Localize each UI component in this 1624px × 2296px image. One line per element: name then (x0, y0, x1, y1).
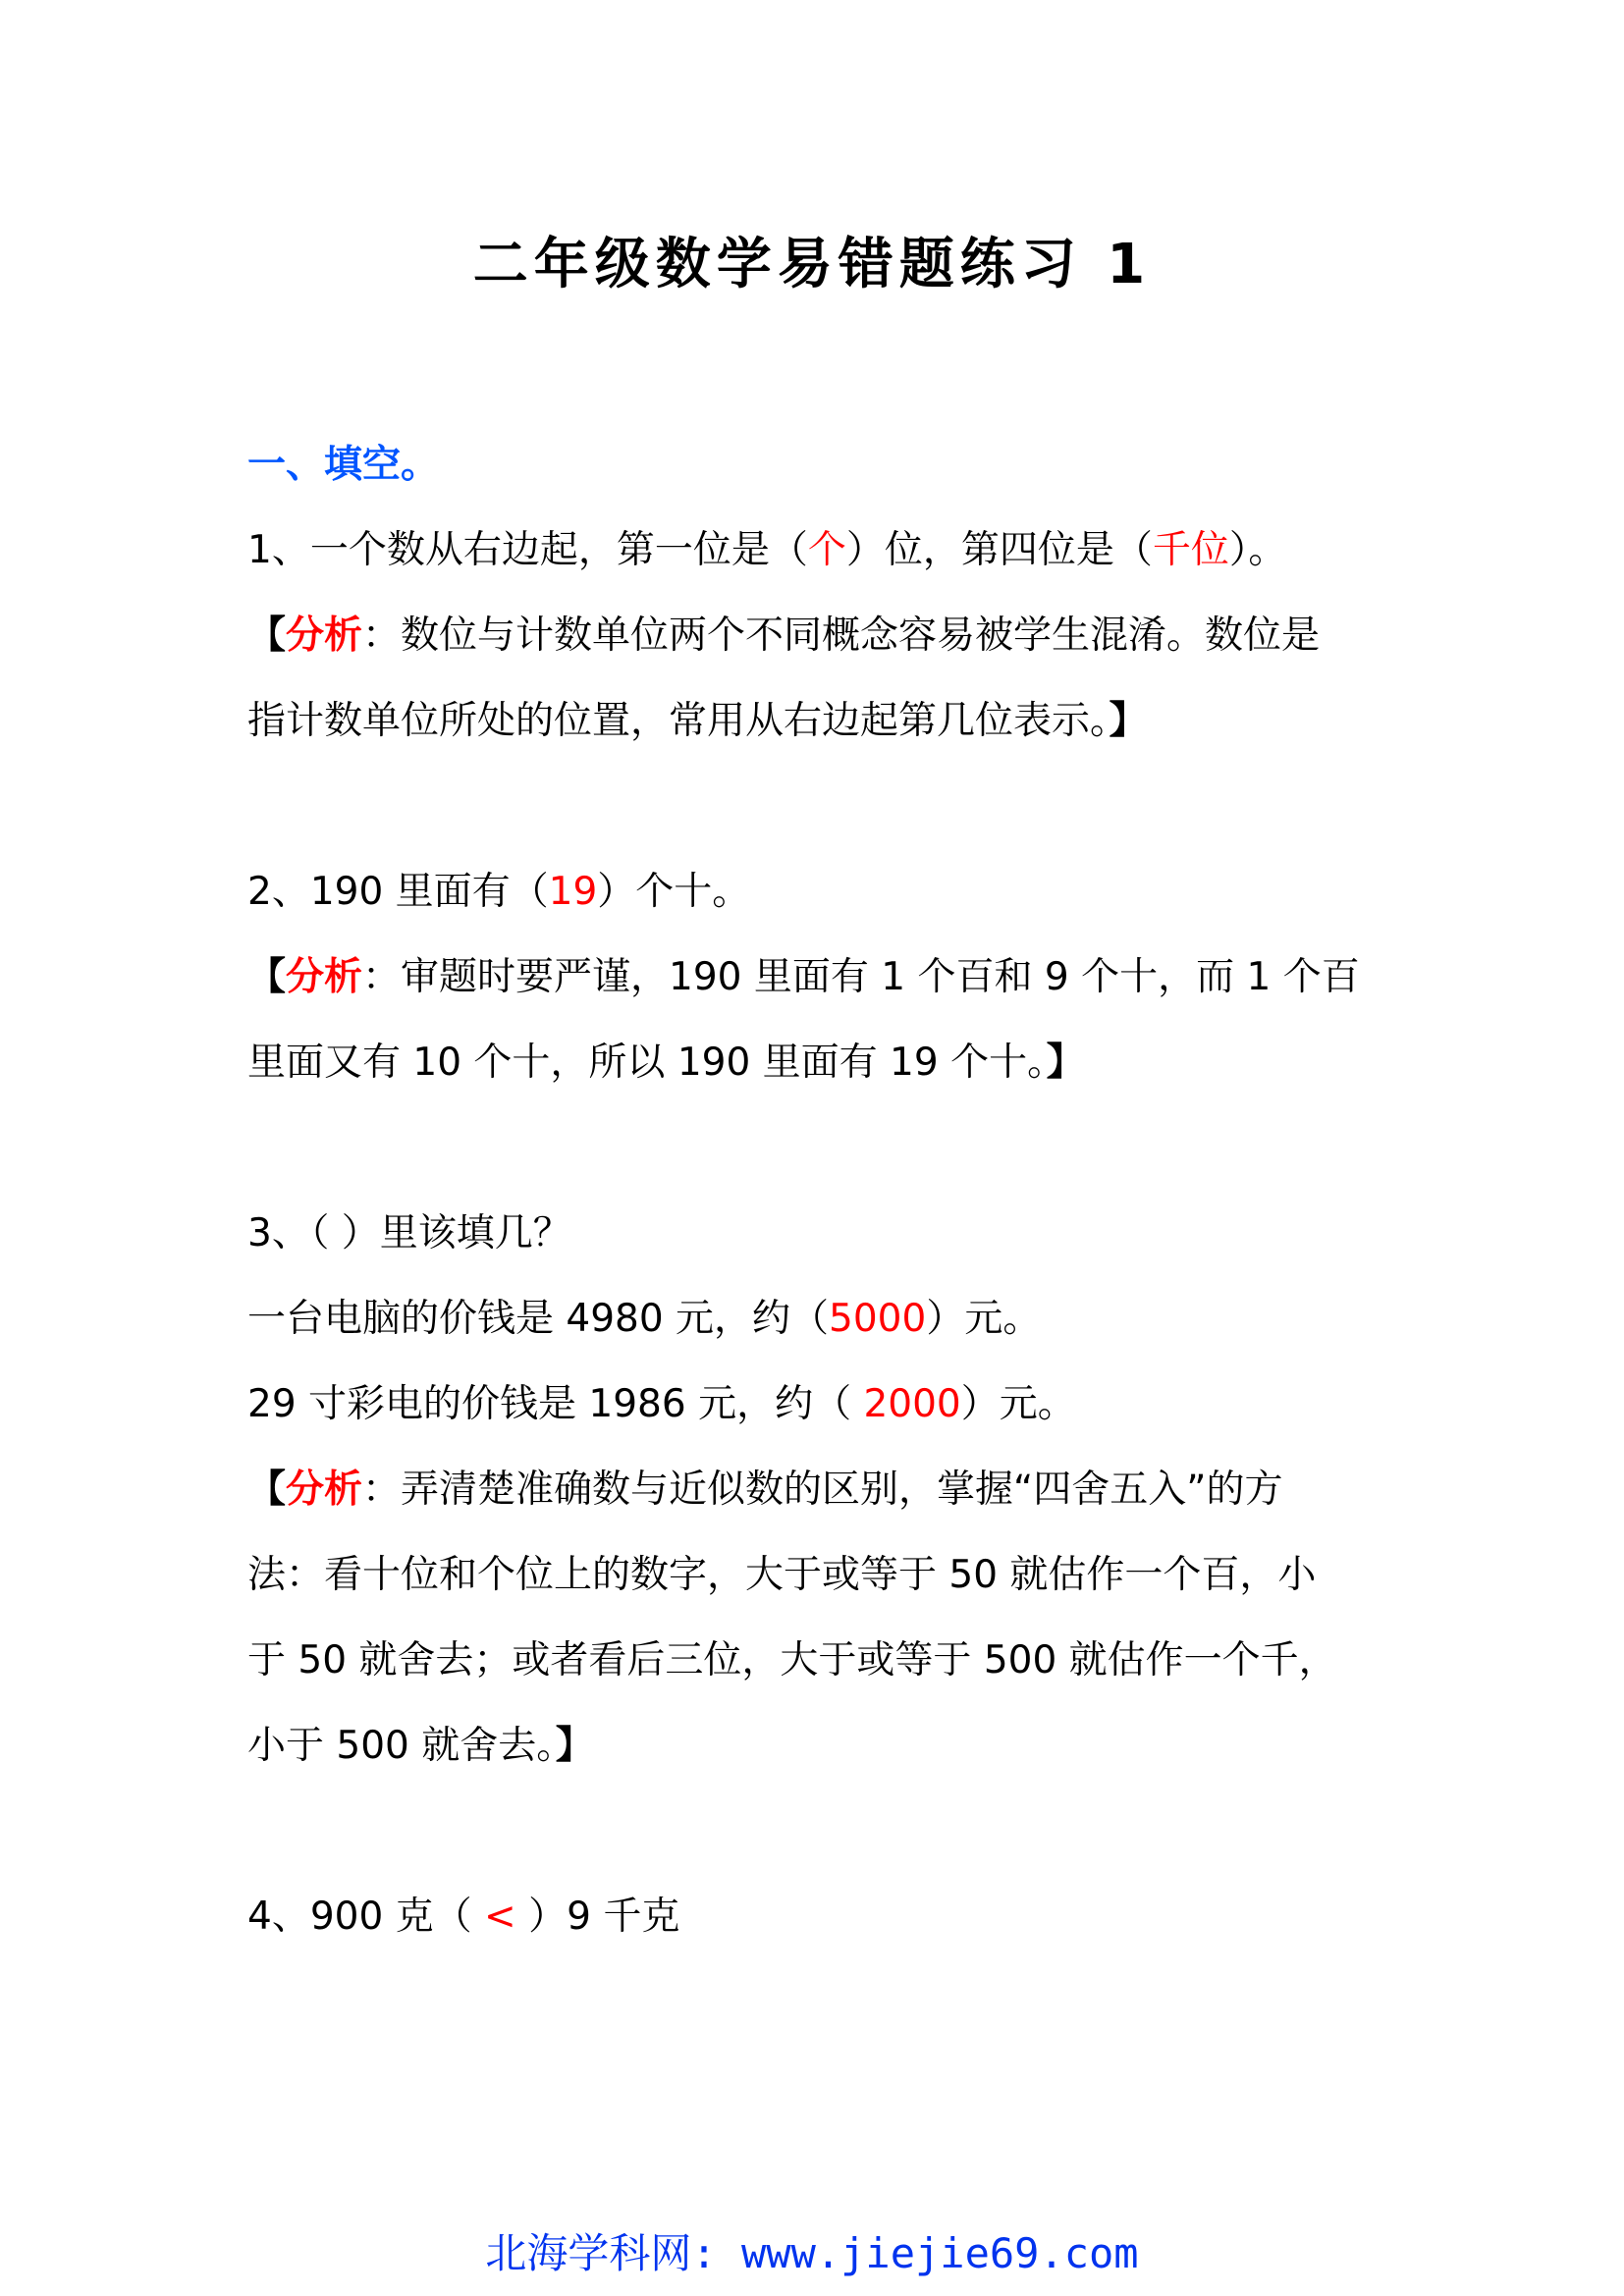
q2-text-1: 2、190 里面有（ (247, 870, 549, 914)
q2-text-2: ）个十。 (597, 870, 751, 914)
q1-analysis-line-1 (247, 593, 1396, 678)
page-title: 二年级数学易错题练习 1 (472, 233, 1152, 296)
q1-answer-1: 个 (807, 528, 846, 572)
q1-text-1: 1、一个数从右边起，第一位是（ (247, 528, 808, 572)
q3-sub-1 (247, 1276, 1396, 1362)
q2-analysis-line-1 (247, 934, 1396, 1020)
q3-analysis-line-2: 法：看十位和个位上的数字，大于或等于 50 就估作一个百，小 (247, 1553, 1317, 1597)
q3-analysis-line-3: 于 50 就舍去；或者看后三位，大于或等于 500 就估作一个千， (247, 1638, 1337, 1682)
q1-text-2: ）位，第四位是（ (845, 528, 1153, 572)
question-2 (247, 849, 1396, 934)
q3-analysis-close-bracket: 】 (555, 1724, 594, 1768)
spacer (247, 764, 1396, 849)
q4-answer-1: < (484, 1895, 516, 1939)
q2-answer-1: 19 (548, 870, 598, 914)
q1-text-3: ）。 (1228, 528, 1287, 572)
q2-analysis-text-1: ：审题时要严谨，190 里面有 1 个百和 9 个十，而 1 个百 (362, 955, 1360, 999)
q3-sub-1-text-1: 一台电脑的价钱是 4980 元，约（ (247, 1297, 830, 1341)
q1-analysis-text-1: ：数位与计数单位两个不同概念容易被学生混淆。数位是 (362, 614, 1321, 658)
question-3: 3、（ ）里该填几？ (247, 1211, 571, 1255)
spacer (247, 1789, 1396, 1874)
worksheet-body (247, 422, 1396, 1959)
q2-analysis-text-2: 里面又有 10 个十，所以 190 里面有 19 个十。 (247, 1041, 1047, 1085)
question-4 (247, 1874, 1396, 1959)
q1-analysis-close-bracket: 】 (1109, 699, 1148, 743)
spacer (247, 1105, 1396, 1191)
question-1 (247, 507, 1396, 593)
q3-sub-2-text-2: ）元。 (960, 1382, 1076, 1426)
q3-analysis-line-4 (247, 1703, 1396, 1789)
q2-analysis-open-bracket: 【 (247, 955, 287, 999)
q3-analysis-label: 分析 (286, 1468, 363, 1512)
q1-analysis-line-2 (247, 678, 1396, 764)
q3-sub-1-answer: 5000 (829, 1297, 927, 1341)
q3-analysis-text-4: 小于 500 就舍去。 (247, 1724, 556, 1768)
footer-website-link[interactable]: 北海学科网: www.jiejie69.com (485, 2229, 1139, 2277)
q3-sub-2 (247, 1362, 1396, 1447)
q1-analysis-open-bracket: 【 (247, 614, 287, 658)
section-heading: 一、填空。 (247, 443, 440, 487)
q3-analysis-text-1: ：弄清楚准确数与近似数的区别，掌握“四舍五入”的方 (362, 1468, 1283, 1512)
q2-analysis-label: 分析 (286, 955, 363, 999)
q3-sub-1-text-2: ）元。 (926, 1297, 1042, 1341)
q3-sub-2-text-1: 29 寸彩电的价钱是 1986 元，约（ (247, 1382, 864, 1426)
q3-analysis-line-1 (247, 1447, 1396, 1532)
q3-sub-2-answer: 2000 (863, 1382, 961, 1426)
q3-analysis-open-bracket: 【 (247, 1468, 287, 1512)
q1-analysis-text-2: 指计数单位所处的位置，常用从右边起第几位表示。 (247, 699, 1110, 743)
q4-text-1: 4、900 克（ (247, 1895, 485, 1939)
q2-analysis-line-2 (247, 1020, 1396, 1105)
q2-analysis-close-bracket: 】 (1046, 1041, 1085, 1085)
q1-analysis-label: 分析 (286, 614, 363, 658)
q1-answer-2: 千位 (1152, 528, 1229, 572)
q4-text-2: ）9 千克 (515, 1895, 680, 1939)
